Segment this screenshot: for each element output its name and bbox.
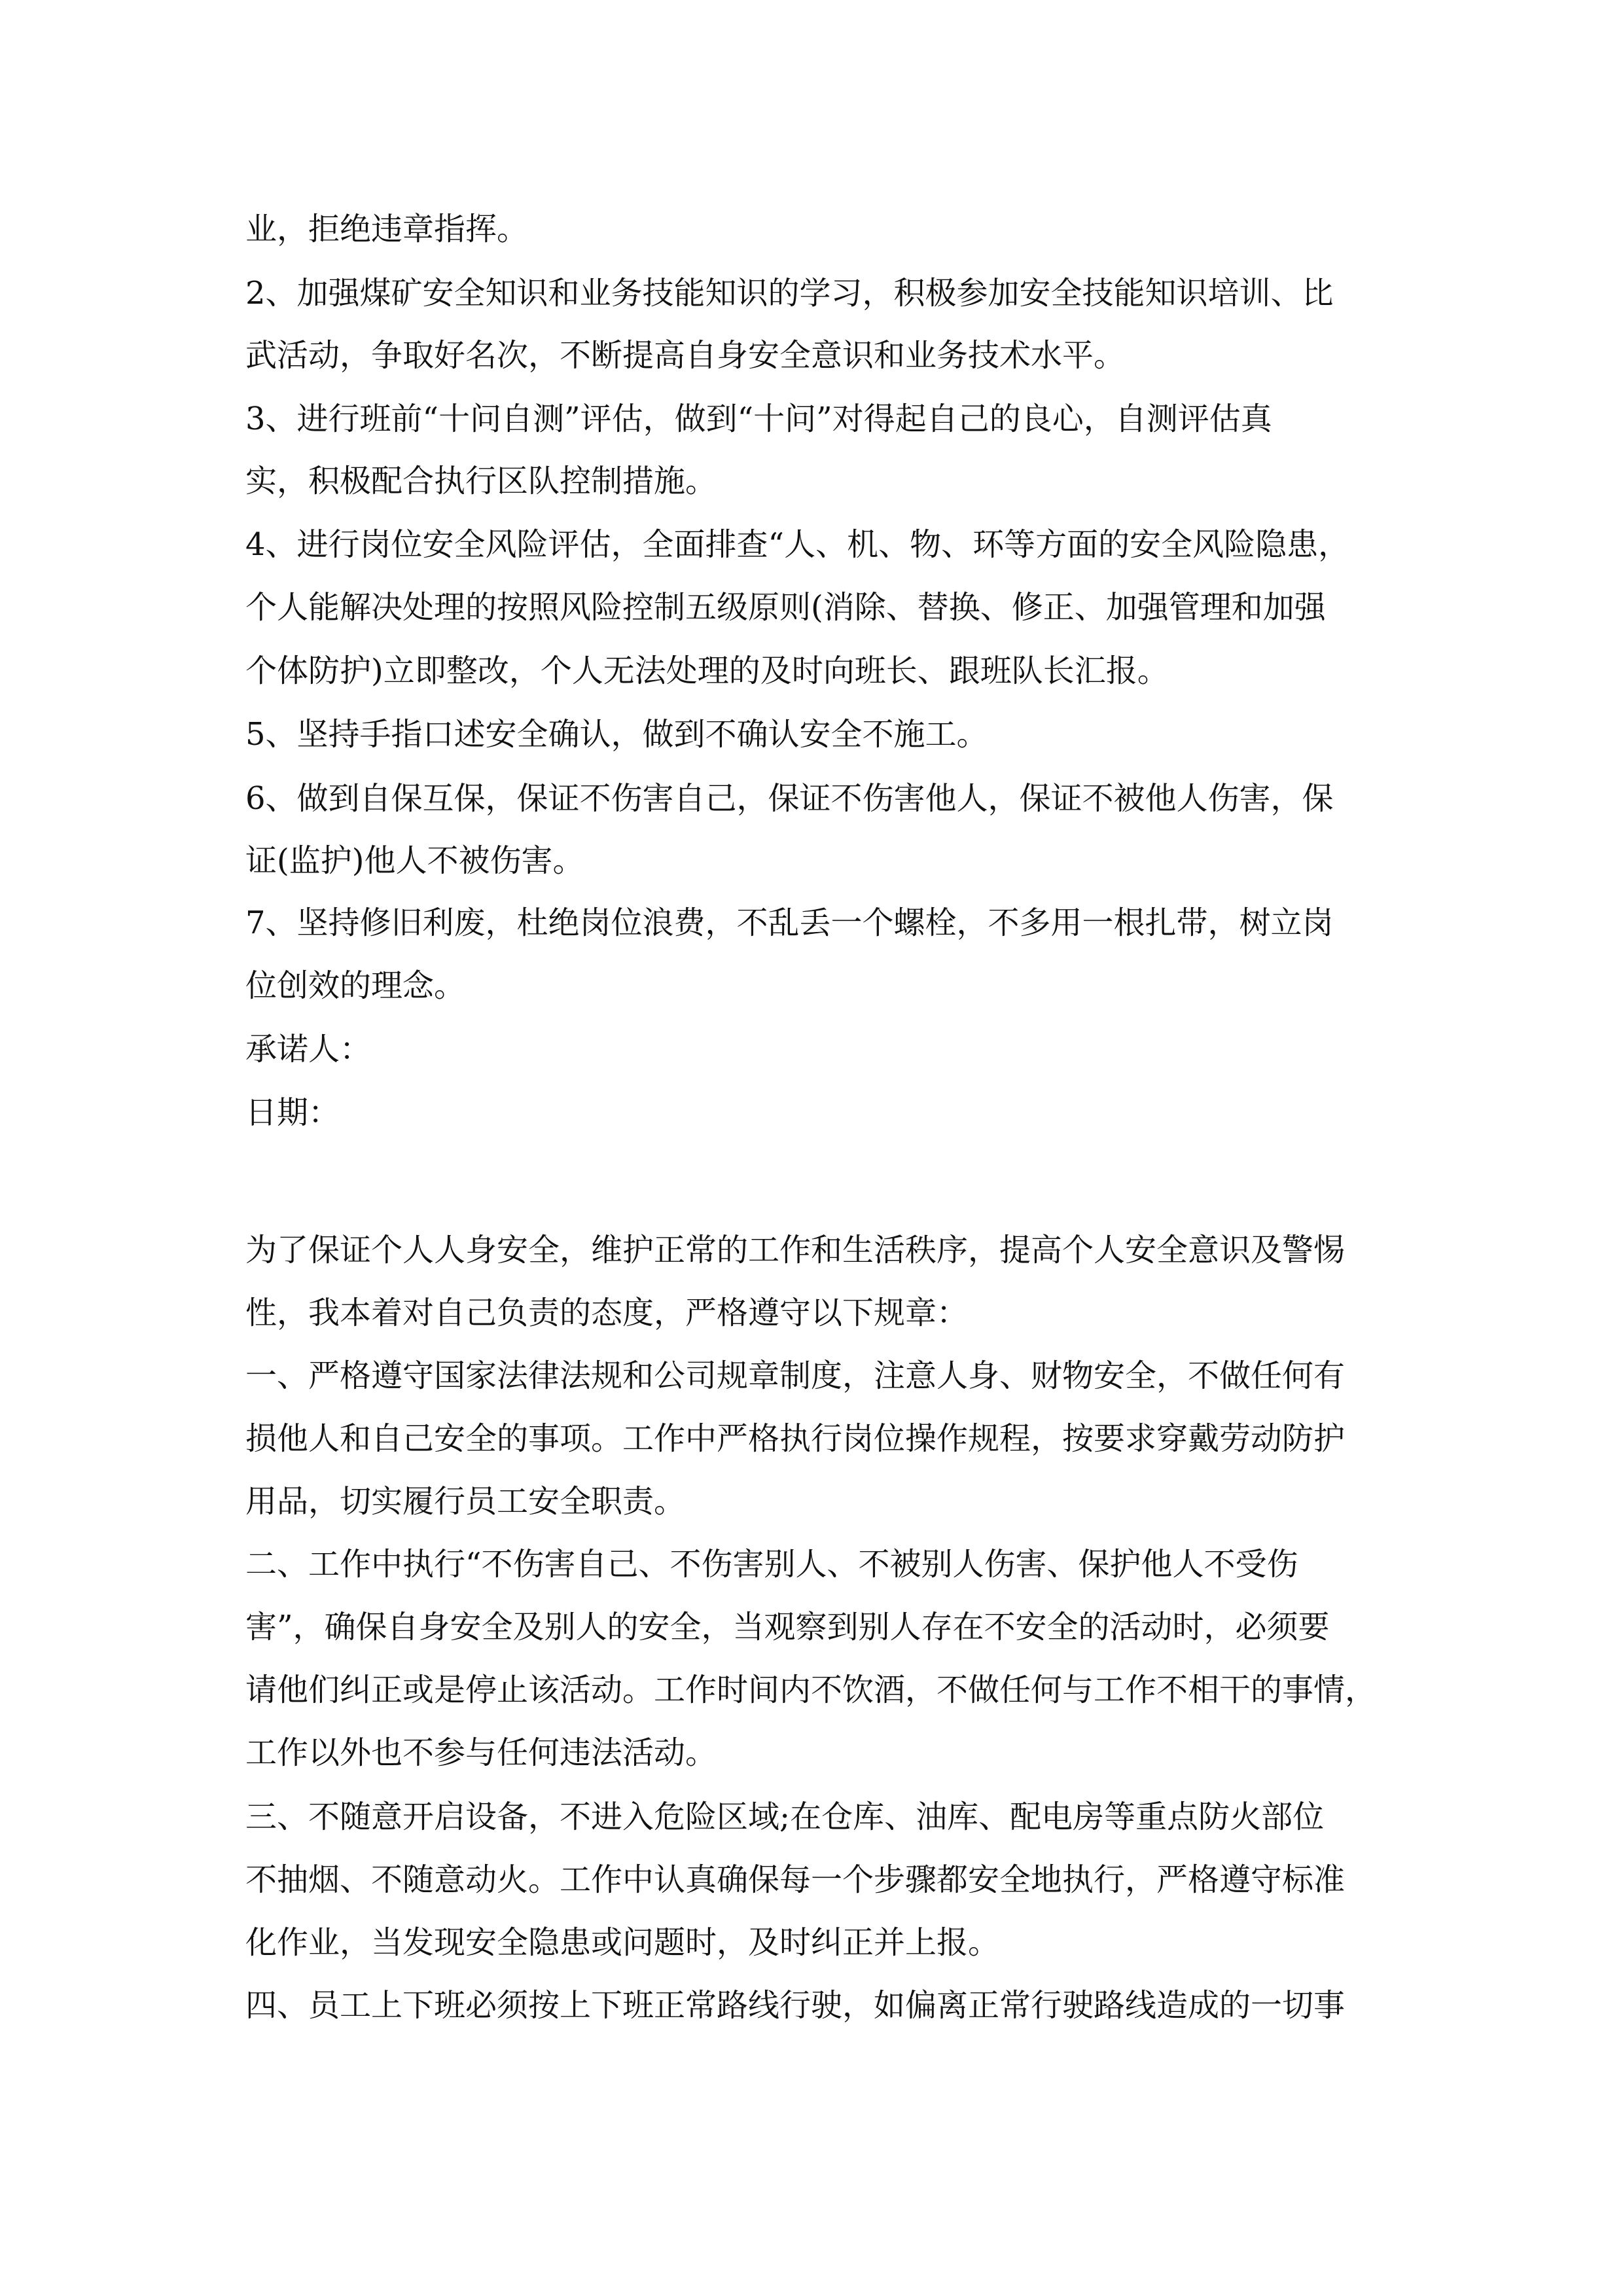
text-line: 实，积极配合执行区队控制措施。 [245,463,717,499]
text-line: 7、坚持修旧利废，杜绝岗位浪费，不乱丢一个螺栓，不多用一根扎带，树立岗 [245,905,1334,941]
text-line: 个人能解决处理的按照风险控制五级原则(消除、替换、修正、加强管理和加强 [245,589,1326,626]
text-line: 证(监护)他人不被伤害。 [245,842,584,879]
text-line: 损他人和自己安全的事项。工作中严格执行岗位操作规程，按要求穿戴劳动防护 [245,1420,1346,1457]
text-line: 二、工作中执行“不伤害自己、不伤害别人、不被别人伤害、保护他人不受伤 [245,1546,1298,1583]
text-line: 用品，切实履行员工安全职责。 [245,1483,686,1520]
text-line: 害”，确保自身安全及别人的安全，当观察到别人存在不安全的活动时，必须要 [245,1609,1330,1645]
text-line: 三、不随意开启设备，不进入危险区域;在仓库、油库、配电房等重点防火部位 [245,1799,1325,1835]
text-line: 武活动，争取好名次，不断提高自身安全意识和业务技术水平。 [245,337,1126,374]
text-line: 为了保证个人人身安全，维护正常的工作和生活秩序，提高个人安全意识及警惕 [245,1232,1346,1268]
text-line: 业，拒绝违章指挥。 [245,211,529,247]
date-label: 日期： [245,1094,340,1131]
signatory-label: 承诺人： [245,1031,372,1067]
text-line: 3、进行班前“十问自测”评估，做到“十问”对得起自己的良心，自测评估真 [245,401,1272,437]
text-line: 位创效的理念。 [245,967,466,1004]
text-line: 4、进行岗位安全风险评估，全面排查“人、机、物、环等方面的安全风险隐患， [245,526,1350,563]
text-line: 四、员工上下班必须按上下班正常路线行驶，如偏离正常行驶路线造成的一切事 [245,1987,1346,2024]
text-line: 化作业，当发现安全隐患或问题时，及时纠正并上报。 [245,1924,1000,1961]
text-line: 工作以外也不参与任何违法活动。 [245,1734,717,1771]
text-line: 不抽烟、不随意动火。工作中认真确保每一个步骤都安全地执行，严格遵守标准 [245,1861,1346,1898]
text-line: 性，我本着对自己负责的态度，严格遵守以下规章： [245,1295,969,1331]
text-line: 6、做到自保互保，保证不伤害自己，保证不伤害他人，保证不被他人伤害，保 [245,780,1334,817]
text-line: 个体防护)立即整改，个人无法处理的及时向班长、跟班队长汇报。 [245,653,1169,689]
text-line: 5、坚持手指口述安全确认，做到不确认安全不施工。 [245,716,988,753]
text-line: 2、加强煤矿安全知识和业务技能知识的学习，积极参加安全技能知识培训、比 [245,275,1334,312]
text-line: 一、严格遵守国家法律法规和公司规章制度，注意人身、财物安全，不做任何有 [245,1357,1346,1394]
text-line: 请他们纠正或是停止该活动。工作时间内不饮酒，不做任何与工作不相干的事情， [245,1672,1377,1708]
